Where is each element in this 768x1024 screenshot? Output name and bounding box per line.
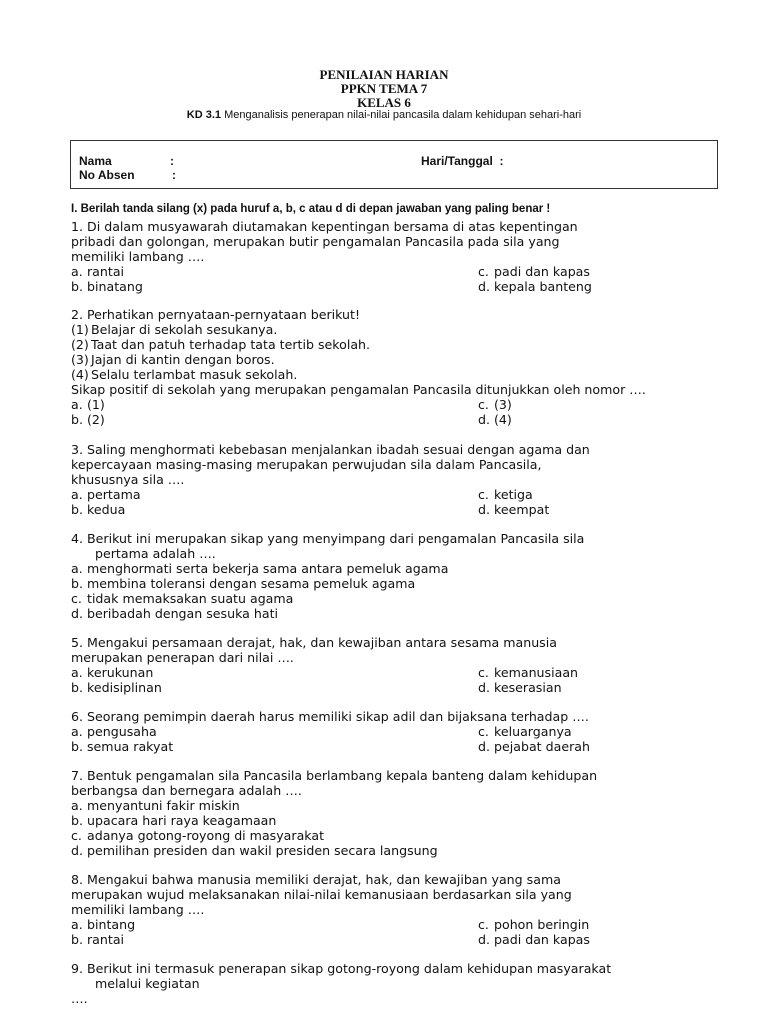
- option-row: [71, 487, 711, 502]
- option-d: d. (4): [478, 412, 512, 427]
- option-a: a. (1): [71, 397, 105, 412]
- option-a: a. menghormati serta bekerja sama antara pemeluk agama: [71, 561, 449, 576]
- date-label: Hari/Tanggal :: [421, 154, 504, 168]
- option-row: [71, 502, 711, 517]
- option-d: d. keempat: [478, 502, 550, 517]
- instruction: I. Berilah tanda silang (x) pada huruf a, b, c atau d di depan jawaban yang paling benar !: [71, 203, 551, 215]
- name-label: Nama: [79, 154, 112, 168]
- question-text: 6. Seorang pemimpin daerah harus memiliki sikap adil dan bijaksana terhadap ….: [71, 709, 589, 724]
- kd-line: [0, 108, 768, 122]
- question-text: kepercayaan masing-masing merupakan perwujudan sila dalam Pancasila,: [71, 457, 542, 472]
- option-a: a. bintang: [71, 917, 136, 932]
- worksheet-title: PENILAIAN HARIAN: [319, 67, 449, 82]
- question-text: 5. Mengakui persamaan derajat, hak, dan kewajiban antara sesama manusia: [71, 635, 557, 650]
- option-row: [71, 397, 711, 412]
- question-text: 4. Berikut ini merupakan sikap yang menyimpang dari pengamalan Pancasila sila: [71, 531, 585, 546]
- option-c: c. adanya gotong-royong di masyarakat: [71, 828, 325, 843]
- question-8: [71, 872, 711, 947]
- question-text: 9. Berikut ini termasuk penerapan sikap gotong-royong dalam kehidupan masyarakat: [71, 961, 612, 976]
- question-text: khususnya sila ….: [71, 472, 185, 487]
- question-text: 3. Saling menghormati kebebasan menjalankan ibadah sesuai dengan agama dan: [71, 442, 590, 457]
- identity-box: [70, 140, 718, 189]
- option-b: b. kedisiplinan: [71, 680, 162, 695]
- option-row: [71, 932, 711, 947]
- question-text: merupakan penerapan dari nilai ….: [71, 650, 294, 665]
- grade-title: KELAS 6: [357, 95, 411, 110]
- option-row: [71, 412, 711, 427]
- question-text: 7. Bentuk pengamalan sila Pancasila berlambang kepala banteng dalam kehidupan: [71, 768, 598, 783]
- option-b: b. binatang: [71, 279, 143, 294]
- question-text: ….: [71, 991, 88, 1006]
- question-text: pertama adalah ….: [95, 546, 216, 561]
- kd-text: Menganalisis penerapan nilai-nilai pancasila dalam kehidupan sehari-hari: [224, 109, 582, 121]
- question-6: [71, 709, 711, 754]
- option-b: b. upacara hari raya keagamaan: [71, 813, 277, 828]
- option-d: d. beribadah dengan sesuka hati: [71, 606, 279, 621]
- option-row: [71, 724, 711, 739]
- question-text: 8. Mengakui bahwa manusia memiliki derajat, hak, dan kewajiban yang sama: [71, 872, 561, 887]
- option-d: d. keserasian: [478, 680, 562, 695]
- option-a: a. menyantuni fakir miskin: [71, 798, 240, 813]
- option-a: a. kerukunan: [71, 665, 154, 680]
- question-5: [71, 635, 711, 695]
- option-c: c. padi dan kapas: [478, 264, 590, 279]
- option-d: d. padi dan kapas: [478, 932, 590, 947]
- option-a: a. rantai: [71, 264, 125, 279]
- option-a: a. pengusaha: [71, 724, 157, 739]
- option-a: a. pertama: [71, 487, 141, 502]
- question-4: [71, 531, 711, 621]
- kd-code: KD 3.1: [186, 109, 222, 121]
- option-row: [71, 680, 711, 695]
- question-text: 2. Perhatikan pernyataan-pernyataan berikut!: [71, 307, 361, 322]
- option-c: c. (3): [478, 397, 512, 412]
- statement-1: (1) Belajar di sekolah sesukanya.: [71, 322, 278, 337]
- question-2: [71, 307, 711, 427]
- option-c: c. keluarganya: [478, 724, 572, 739]
- option-b: b. semua rakyat: [71, 739, 174, 754]
- option-c: c. tidak memaksakan suatu agama: [71, 591, 294, 606]
- option-d: d. pemilihan presiden dan wakil presiden secara langsung: [71, 843, 438, 858]
- option-d: d. kepala banteng: [478, 279, 592, 294]
- option-b: b. rantai: [71, 932, 125, 947]
- question-text: 1. Di dalam musyawarah diutamakan kepentingan bersama di atas kepentingan: [71, 219, 578, 234]
- option-c: c. pohon beringin: [478, 917, 590, 932]
- option-row: [71, 739, 711, 754]
- question-9: [71, 961, 711, 1006]
- subject-title: PPKN TEMA 7: [340, 81, 428, 96]
- statement-3: (3) Jajan di kantin dengan boros.: [71, 352, 275, 367]
- question-text: merupakan wujud melaksanakan nilai-nilai kemanusiaan berdasarkan sila yang: [71, 887, 572, 902]
- option-row: [71, 279, 711, 294]
- option-row: [71, 264, 711, 279]
- question-text: memiliki lambang ….: [71, 902, 205, 917]
- question-text: berbangsa dan bernegara adalah ….: [71, 783, 302, 798]
- option-row: [71, 665, 711, 680]
- option-c: c. kemanusiaan: [478, 665, 579, 680]
- statement-2: (2) Taat dan patuh terhadap tata tertib sekolah.: [71, 337, 371, 352]
- question-3: [71, 442, 711, 517]
- question-text: memiliki lambang ….: [71, 249, 205, 264]
- question-7: [71, 768, 711, 858]
- question-text: pribadi dan golongan, merupakan butir pengamalan Pancasila pada sila yang: [71, 234, 560, 249]
- option-b: b. membina toleransi dengan sesama pemeluk agama: [71, 576, 416, 591]
- option-b: b. (2): [71, 412, 105, 427]
- absen-label: No Absen: [79, 168, 135, 182]
- option-c: c. ketiga: [478, 487, 533, 502]
- option-d: d. pejabat daerah: [478, 739, 590, 754]
- absen-colon: :: [172, 168, 176, 182]
- question-text: melalui kegiatan: [95, 976, 200, 991]
- question-1: [71, 219, 711, 294]
- option-row: [71, 917, 711, 932]
- name-colon: :: [170, 154, 174, 168]
- statement-4: (4) Selalu terlambat masuk sekolah.: [71, 367, 298, 382]
- option-b: b. kedua: [71, 502, 126, 517]
- question-stem: Sikap positif di sekolah yang merupakan pengamalan Pancasila ditunjukkan oleh nomor ….: [71, 382, 646, 397]
